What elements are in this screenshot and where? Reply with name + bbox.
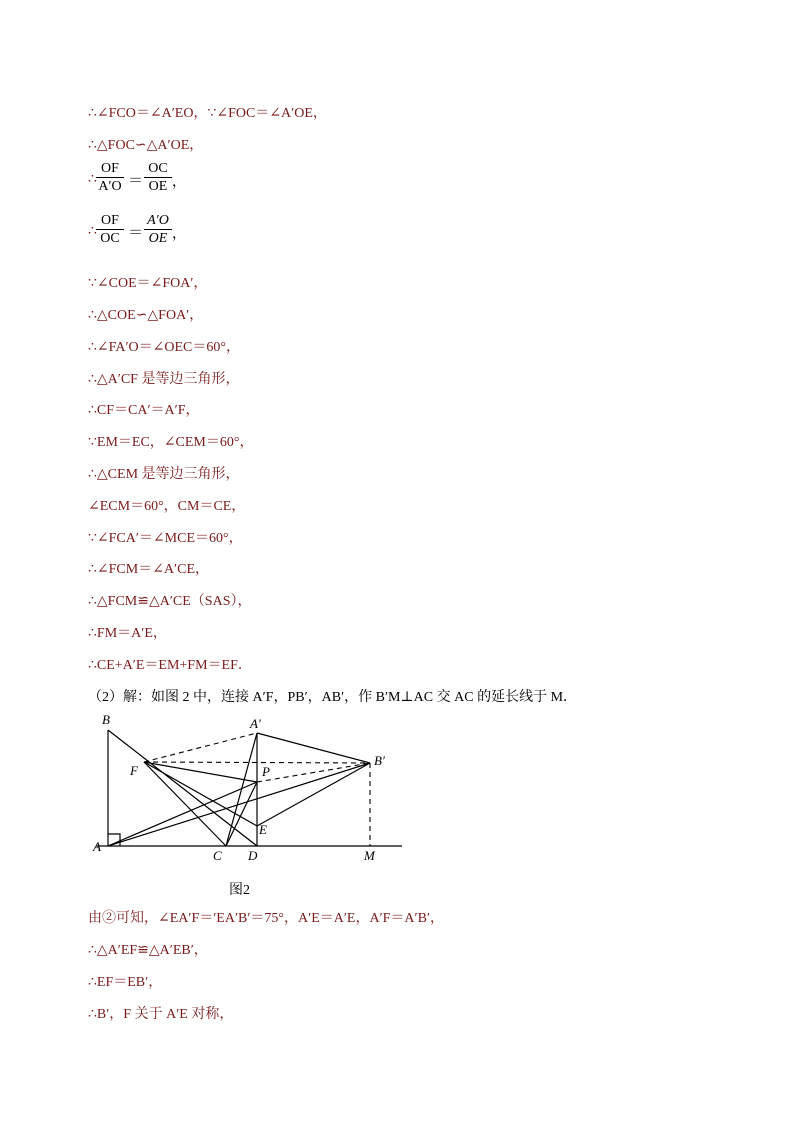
text-line: ∴CE+A′E＝EM+FM＝EF． [88,658,252,673]
text-line: ∴△A′CF 是等边三角形， [88,372,240,387]
label-A: A [93,839,101,854]
text-line: ∴△FOC∽△A′OE， [88,138,204,153]
text-line: ∴∠FCM＝∠A′CE， [88,562,210,577]
equals-sign: ＝ [128,173,144,189]
therefore-symbol: ∴ [88,224,97,239]
segment-A1B1 [257,733,370,763]
label-D: D [248,848,258,863]
text-line: ∴△FCM≌△A′CE（SAS）， [88,594,252,609]
comma: ， [172,175,186,190]
label-A-prime: A′ [250,716,261,731]
text-line: ∠ECM＝60°，CM＝CE， [88,499,246,514]
dashed-FA1 [144,733,257,762]
denominator: OE [148,179,168,194]
label-C: C [213,848,222,863]
denominator: OE [148,231,168,246]
numerator: OF [96,212,124,230]
numerator: OC [144,160,172,178]
label-M: M [364,848,375,863]
text-line: ∴△A′EF≌△A′EB′， [88,943,208,958]
text-line: ∴△COE∽△FOA′， [88,308,204,323]
numerator: A′O [144,212,172,230]
therefore-symbol: ∴ [88,172,97,187]
segment-A1C [226,733,257,846]
text-line: ∴△CEM 是等边三角形， [88,467,240,482]
text-line: ∴FM＝A′E， [88,626,167,641]
text-line: ∵∠COE＝∠FOA′， [88,276,208,291]
text-line: ∴∠FCO＝∠A′EO，∵∠FOC＝∠A′OE， [88,106,327,121]
numerator: OF [96,160,124,178]
equals-sign: ＝ [128,225,144,241]
text-line: 由②可知，∠EA′F＝′EA′B′＝75°，A′E＝A′E，A′F＝A′B′， [88,911,445,926]
segment-AB1 [108,763,370,846]
label-F: F [130,763,138,778]
label-E: E [259,822,267,837]
text-line: ∴B′，F 关于 A′E 对称， [88,1007,234,1022]
text-line: ∴∠FA′O＝∠OEC＝60°， [88,340,240,355]
text-line: ∵∠FCA′＝∠MCE＝60°， [88,531,243,546]
text-line: ∵EM＝EC，∠CEM＝60°， [88,435,254,450]
comma: ， [172,227,186,242]
figure-caption: 图2 [229,883,250,898]
label-B-prime: B′ [374,753,385,768]
denominator: A′O [98,179,122,194]
text-line: ∴EF＝EB′， [88,975,163,990]
text-line: （2）解：如图 2 中，连接 A′F，PB′，AB′，作 B′M⊥AC 交 AC 的延长线于 M． [88,690,578,705]
text-line: ∴CF＝CA′＝A′F， [88,403,200,418]
label-P: P [262,764,270,779]
label-B: B [102,712,110,727]
denominator: OC [100,231,120,246]
